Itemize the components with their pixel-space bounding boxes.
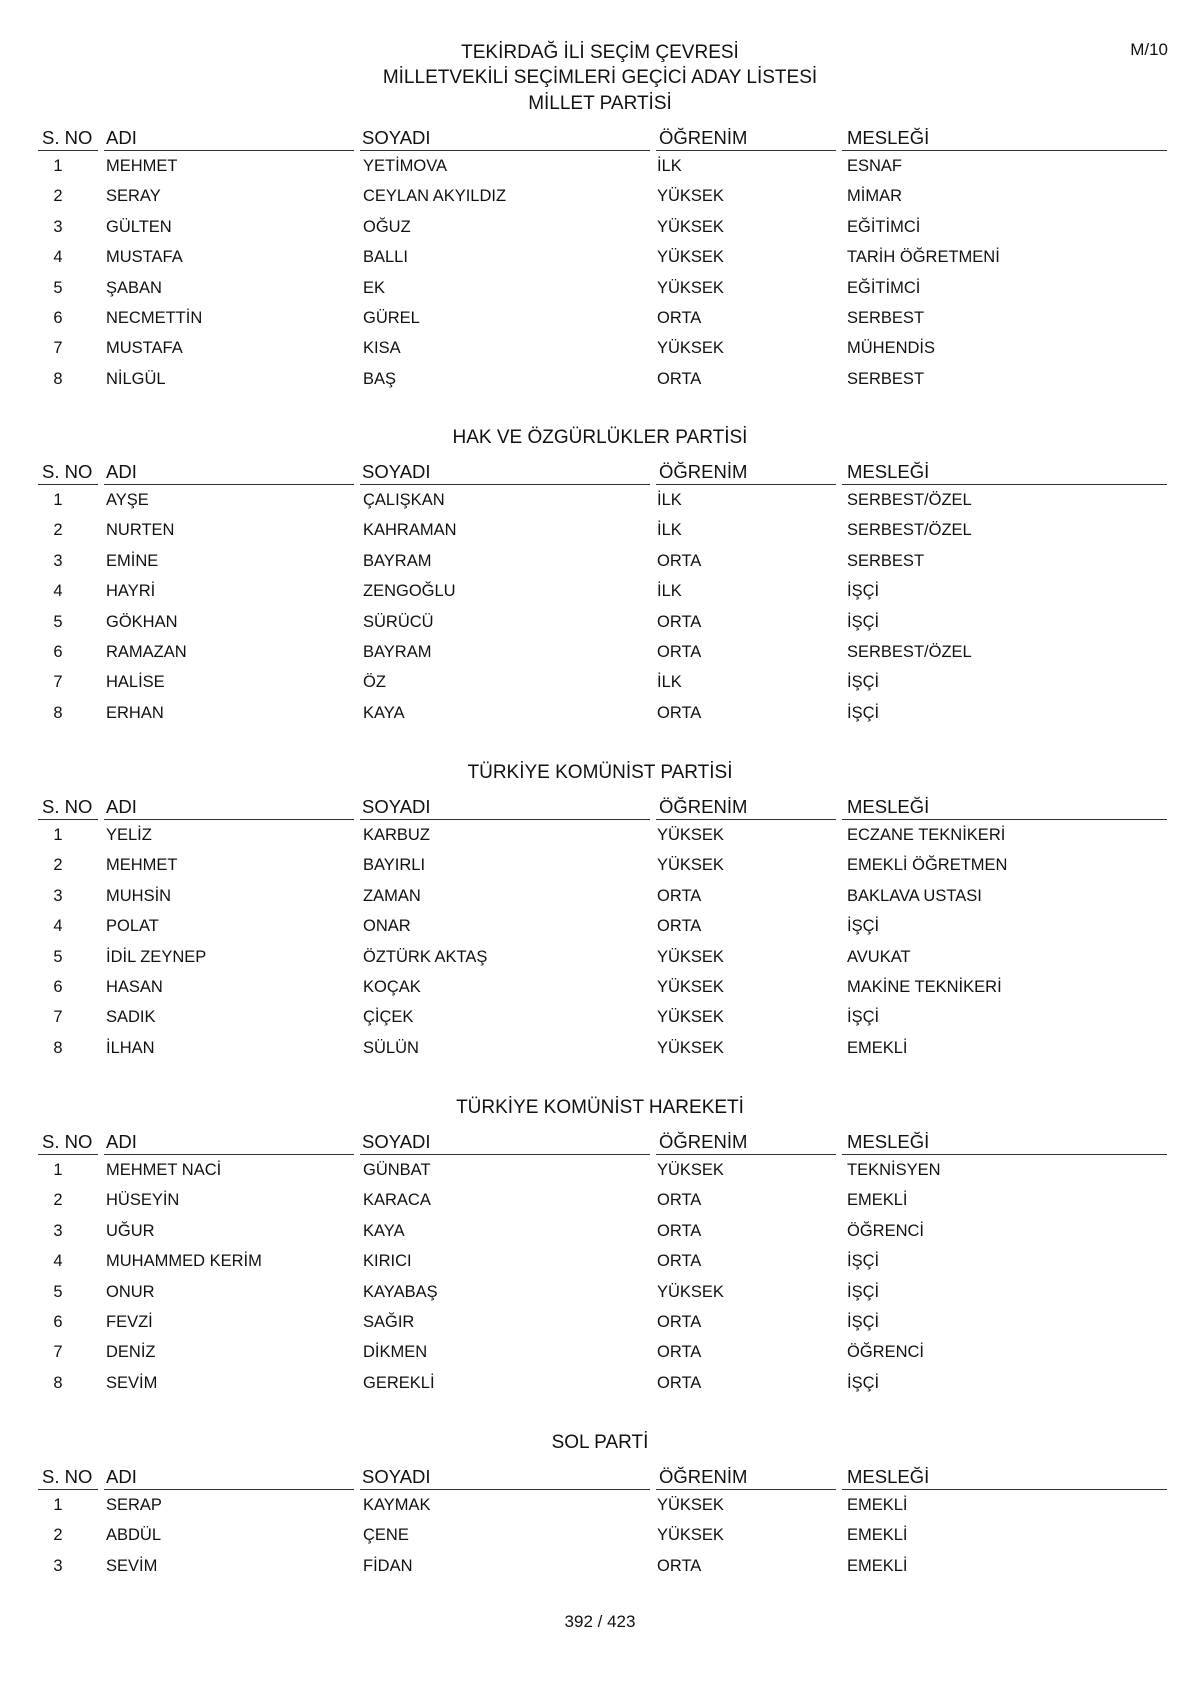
- candidate-meslegi: ESNAF: [847, 157, 903, 175]
- candidate-meslegi: ÖĞRENCİ: [847, 1221, 925, 1240]
- candidate-ogrenim: ORTA: [657, 886, 702, 905]
- candidate-adi: FEVZİ: [106, 1312, 153, 1331]
- column-header-adi: ADI: [106, 796, 137, 817]
- candidate-adi: SERAY: [106, 187, 161, 206]
- candidate-row: [0, 212, 1200, 242]
- candidate-row: [0, 667, 1200, 697]
- candidate-meslegi: TARİH ÖĞRETMENİ: [847, 248, 1000, 267]
- candidate-soyadi: ÇİÇEK: [363, 1008, 414, 1027]
- candidate-meslegi: EMEKLİ: [847, 1526, 908, 1545]
- candidate-row: [0, 546, 1200, 576]
- candidate-ogrenim: ORTA: [657, 551, 702, 570]
- candidate-adi: MEHMET: [106, 856, 178, 875]
- candidate-no: 4: [53, 248, 63, 267]
- candidate-no: 1: [53, 491, 63, 509]
- candidate-row: [0, 820, 1200, 850]
- candidate-ogrenim: ORTA: [657, 1252, 702, 1271]
- candidate-adi: MEHMET: [106, 157, 178, 175]
- column-header-adi: ADI: [106, 1131, 137, 1152]
- column-header-no: S. NO: [42, 1131, 93, 1152]
- candidate-row: [0, 303, 1200, 333]
- candidate-ogrenim: İLK: [657, 491, 682, 509]
- candidate-ogrenim: ORTA: [657, 1312, 702, 1331]
- candidate-meslegi: BAKLAVA USTASI: [847, 886, 982, 905]
- candidate-adi: NURTEN: [106, 521, 175, 540]
- column-header-soyadi: SOYADI: [362, 1466, 431, 1487]
- candidate-no: 7: [53, 1343, 63, 1362]
- candidate-ogrenim: İLK: [657, 521, 682, 540]
- party-section: [0, 1095, 1200, 1398]
- candidate-ogrenim: YÜKSEK: [657, 1038, 724, 1057]
- candidate-meslegi: İŞÇİ: [847, 1252, 880, 1271]
- column-header-no: S. NO: [42, 1466, 93, 1487]
- candidate-ogrenim: YÜKSEK: [657, 1008, 724, 1027]
- candidate-ogrenim: ORTA: [657, 1373, 702, 1392]
- candidate-adi: SEVİM: [106, 1556, 158, 1575]
- candidate-soyadi: BAYRAM: [363, 551, 432, 570]
- column-header-ogrenim: ÖĞRENİM: [659, 1466, 748, 1487]
- candidate-soyadi: GÜNBAT: [363, 1161, 431, 1179]
- candidate-soyadi: YETİMOVA: [363, 157, 448, 175]
- candidate-no: 7: [53, 339, 63, 358]
- candidate-row: [0, 1337, 1200, 1367]
- candidate-row: [0, 1216, 1200, 1246]
- candidate-soyadi: ÖZ: [363, 673, 386, 692]
- candidate-no: 6: [53, 308, 63, 327]
- candidate-soyadi: KAYABAŞ: [363, 1282, 438, 1301]
- candidate-soyadi: KAHRAMAN: [363, 521, 457, 540]
- column-header-meslegi: MESLEĞİ: [847, 1466, 930, 1487]
- candidate-row: [0, 881, 1200, 911]
- party-section: [0, 425, 1200, 728]
- candidate-row: [0, 698, 1200, 728]
- table-header: [0, 792, 1200, 820]
- candidate-soyadi: ONAR: [363, 917, 411, 936]
- candidate-no: 3: [53, 886, 63, 905]
- candidate-no: 5: [53, 947, 63, 966]
- candidate-ogrenim: ORTA: [657, 612, 702, 631]
- candidate-no: 7: [53, 1008, 63, 1027]
- candidate-ogrenim: YÜKSEK: [657, 187, 724, 206]
- candidate-row: [0, 242, 1200, 272]
- page-code: M/10: [1130, 40, 1168, 59]
- candidate-meslegi: SERBEST: [847, 308, 925, 327]
- candidate-no: 1: [53, 157, 63, 175]
- candidate-soyadi: GEREKLİ: [363, 1373, 435, 1392]
- column-header-ogrenim: ÖĞRENİM: [659, 1131, 748, 1152]
- candidate-meslegi: EMEKLİ: [847, 1556, 908, 1575]
- candidate-meslegi: MİMAR: [847, 187, 902, 206]
- candidate-no: 8: [53, 1373, 63, 1392]
- candidate-soyadi: KARACA: [363, 1191, 431, 1210]
- candidate-meslegi: İŞÇİ: [847, 1373, 880, 1392]
- candidate-soyadi: KAYA: [363, 1221, 405, 1240]
- candidate-row: [0, 1520, 1200, 1550]
- candidate-row: [0, 942, 1200, 972]
- column-header-meslegi: MESLEĞİ: [847, 1131, 930, 1152]
- candidate-adi: HALİSE: [106, 673, 165, 692]
- candidate-soyadi: KAYA: [363, 703, 405, 722]
- candidate-meslegi: SERBEST/ÖZEL: [847, 642, 972, 661]
- candidate-no: 4: [53, 582, 63, 601]
- column-header-soyadi: SOYADI: [362, 461, 431, 482]
- candidate-ogrenim: YÜKSEK: [657, 339, 724, 358]
- candidate-ogrenim: YÜKSEK: [657, 947, 724, 966]
- column-header-adi: ADI: [106, 127, 137, 148]
- candidate-ogrenim: İLK: [657, 673, 682, 692]
- column-header-adi: ADI: [106, 461, 137, 482]
- candidate-row: [0, 485, 1200, 515]
- column-header-meslegi: MESLEĞİ: [847, 796, 930, 817]
- candidate-row: [0, 607, 1200, 637]
- candidate-no: 5: [53, 612, 63, 631]
- column-header-no: S. NO: [42, 461, 93, 482]
- candidate-adi: NİLGÜL: [106, 369, 166, 388]
- candidate-row: [0, 151, 1200, 181]
- candidate-row: [0, 1246, 1200, 1276]
- candidate-meslegi: EĞİTİMCİ: [847, 217, 921, 236]
- candidate-ogrenim: YÜKSEK: [657, 826, 724, 844]
- candidate-row: [0, 1490, 1200, 1520]
- column-header-soyadi: SOYADI: [362, 1131, 431, 1152]
- candidate-row: [0, 273, 1200, 303]
- candidate-ogrenim: ORTA: [657, 917, 702, 936]
- candidate-soyadi: CEYLAN AKYILDIZ: [363, 187, 507, 206]
- candidate-adi: İLHAN: [106, 1038, 155, 1057]
- candidate-row: [0, 181, 1200, 211]
- candidate-meslegi: SERBEST/ÖZEL: [847, 491, 972, 509]
- candidate-ogrenim: İLK: [657, 157, 682, 175]
- candidate-soyadi: DİKMEN: [363, 1343, 428, 1362]
- column-header-meslegi: MESLEĞİ: [847, 127, 930, 148]
- candidate-no: 4: [53, 917, 63, 936]
- document-title: TEKİRDAĞ İLİ SEÇİM ÇEVRESİ: [461, 42, 739, 63]
- candidate-ogrenim: ORTA: [657, 1221, 702, 1240]
- candidate-no: 2: [53, 856, 63, 875]
- candidate-ogrenim: YÜKSEK: [657, 856, 724, 875]
- candidate-ogrenim: İLK: [657, 582, 682, 601]
- candidate-adi: ONUR: [106, 1282, 155, 1301]
- candidate-soyadi: BAŞ: [363, 369, 397, 388]
- column-header-meslegi: MESLEĞİ: [847, 461, 930, 482]
- candidate-adi: MUHSİN: [106, 886, 172, 905]
- candidate-adi: MEHMET NACİ: [106, 1161, 222, 1179]
- candidate-adi: SEVİM: [106, 1373, 158, 1392]
- candidate-row: [0, 1307, 1200, 1337]
- candidate-meslegi: İŞÇİ: [847, 917, 880, 936]
- candidate-soyadi: SÜLÜN: [363, 1038, 419, 1057]
- candidate-soyadi: ZENGOĞLU: [363, 582, 456, 601]
- candidate-adi: İDİL ZEYNEP: [106, 947, 207, 966]
- candidate-adi: RAMAZAN: [106, 642, 187, 661]
- candidate-meslegi: MÜHENDİS: [847, 339, 936, 358]
- candidate-meslegi: İŞÇİ: [847, 673, 880, 692]
- candidate-adi: POLAT: [106, 917, 159, 936]
- party-title: TÜRKİYE KOMÜNİST HAREKETİ: [456, 1097, 744, 1118]
- column-header-ogrenim: ÖĞRENİM: [659, 796, 748, 817]
- candidate-ogrenim: YÜKSEK: [657, 217, 724, 236]
- column-header-adi: ADI: [106, 1466, 137, 1487]
- table-header: [0, 123, 1200, 151]
- candidate-meslegi: SERBEST: [847, 551, 925, 570]
- party-section: [0, 760, 1200, 1063]
- column-header-soyadi: SOYADI: [362, 127, 431, 148]
- candidate-meslegi: AVUKAT: [847, 947, 911, 966]
- candidate-meslegi: İŞÇİ: [847, 582, 880, 601]
- candidate-adi: MUHAMMED KERİM: [106, 1252, 262, 1271]
- candidate-adi: GÜLTEN: [106, 217, 172, 236]
- candidate-adi: SADIK: [106, 1008, 156, 1027]
- candidate-meslegi: EMEKLİ: [847, 1191, 908, 1210]
- candidate-ogrenim: YÜKSEK: [657, 1282, 724, 1301]
- candidate-ogrenim: YÜKSEK: [657, 1161, 724, 1179]
- candidate-row: [0, 515, 1200, 545]
- candidate-soyadi: ZAMAN: [363, 886, 421, 905]
- candidate-no: 6: [53, 642, 63, 661]
- candidate-no: 6: [53, 1312, 63, 1331]
- page-number: 392 / 423: [564, 1612, 636, 1631]
- candidate-no: 3: [53, 1221, 63, 1240]
- candidate-row: [0, 1368, 1200, 1398]
- candidate-meslegi: EĞİTİMCİ: [847, 278, 921, 297]
- candidate-soyadi: ÇENE: [363, 1526, 409, 1545]
- candidate-soyadi: BALLI: [363, 248, 408, 267]
- candidate-soyadi: BAYIRLI: [363, 856, 426, 875]
- candidate-ogrenim: ORTA: [657, 642, 702, 661]
- candidate-soyadi: EK: [363, 278, 386, 297]
- candidate-ogrenim: ORTA: [657, 1191, 702, 1210]
- candidate-adi: EMİNE: [106, 551, 159, 570]
- candidate-adi: ERHAN: [106, 703, 164, 722]
- candidate-soyadi: SÜRÜCÜ: [363, 612, 434, 631]
- table-header: [0, 457, 1200, 485]
- candidate-adi: SERAP: [106, 1496, 162, 1514]
- candidate-ogrenim: ORTA: [657, 369, 702, 388]
- candidate-row: [0, 850, 1200, 880]
- candidate-row: [0, 1185, 1200, 1215]
- candidate-adi: MUSTAFA: [106, 248, 183, 267]
- candidate-no: 5: [53, 278, 63, 297]
- candidate-meslegi: İŞÇİ: [847, 1312, 880, 1331]
- candidate-no: 3: [53, 551, 63, 570]
- party-title: HAK VE ÖZGÜRLÜKLER PARTİSİ: [452, 427, 748, 448]
- candidate-no: 6: [53, 977, 63, 996]
- candidate-soyadi: KAYMAK: [363, 1496, 431, 1514]
- candidate-no: 2: [53, 521, 63, 540]
- candidate-adi: MUSTAFA: [106, 339, 183, 358]
- candidate-ogrenim: YÜKSEK: [657, 248, 724, 267]
- candidate-soyadi: FİDAN: [363, 1556, 413, 1575]
- candidate-meslegi: İŞÇİ: [847, 612, 880, 631]
- candidate-soyadi: KARBUZ: [363, 826, 430, 844]
- candidate-adi: UĞUR: [106, 1221, 155, 1240]
- candidate-row: [0, 1551, 1200, 1581]
- candidate-no: 3: [53, 1556, 63, 1575]
- candidate-ogrenim: YÜKSEK: [657, 1526, 724, 1545]
- table-header: [0, 1127, 1200, 1155]
- candidate-no: 1: [53, 1161, 63, 1179]
- candidate-soyadi: SAĞIR: [363, 1312, 415, 1331]
- column-header-soyadi: SOYADI: [362, 796, 431, 817]
- candidate-row: [0, 972, 1200, 1002]
- candidate-adi: NECMETTİN: [106, 308, 203, 327]
- candidate-ogrenim: ORTA: [657, 1556, 702, 1575]
- candidate-no: 2: [53, 187, 63, 206]
- party-section: [0, 91, 1200, 394]
- candidate-soyadi: ÖZTÜRK AKTAŞ: [363, 947, 488, 966]
- candidate-meslegi: EMEKLİ ÖĞRETMEN: [847, 856, 1008, 875]
- column-header-ogrenim: ÖĞRENİM: [659, 461, 748, 482]
- candidate-row: [0, 911, 1200, 941]
- candidate-adi: DENİZ: [106, 1343, 156, 1362]
- candidate-ogrenim: ORTA: [657, 703, 702, 722]
- candidate-meslegi: MAKİNE TEKNİKERİ: [847, 977, 1002, 996]
- table-header: [0, 1462, 1200, 1490]
- candidate-row: [0, 1155, 1200, 1185]
- candidate-ogrenim: ORTA: [657, 308, 702, 327]
- candidate-meslegi: EMEKLİ: [847, 1038, 908, 1057]
- party-section: [0, 1430, 1200, 1581]
- candidate-row: [0, 1033, 1200, 1063]
- candidate-no: 8: [53, 703, 63, 722]
- candidate-no: 2: [53, 1526, 63, 1545]
- column-header-no: S. NO: [42, 796, 93, 817]
- candidate-soyadi: GÜREL: [363, 308, 420, 327]
- candidate-meslegi: İŞÇİ: [847, 1282, 880, 1301]
- candidate-adi: ABDÜL: [106, 1526, 162, 1545]
- candidate-ogrenim: YÜKSEK: [657, 977, 724, 996]
- party-title: SOL PARTİ: [551, 1432, 649, 1453]
- party-title: MİLLET PARTİSİ: [528, 93, 672, 114]
- candidate-no: 7: [53, 673, 63, 692]
- candidate-meslegi: İŞÇİ: [847, 703, 880, 722]
- candidate-no: 5: [53, 1282, 63, 1301]
- candidate-no: 8: [53, 1038, 63, 1057]
- candidate-no: 4: [53, 1252, 63, 1271]
- candidate-ogrenim: YÜKSEK: [657, 1496, 724, 1514]
- candidate-meslegi: SERBEST: [847, 369, 925, 388]
- candidate-meslegi: TEKNİSYEN: [847, 1161, 941, 1179]
- candidate-meslegi: SERBEST/ÖZEL: [847, 521, 972, 540]
- column-header-ogrenim: ÖĞRENİM: [659, 127, 748, 148]
- candidate-adi: HASAN: [106, 977, 163, 996]
- document-subtitle: MİLLETVEKİLİ SEÇİMLERİ GEÇİCİ ADAY LİSTESİ: [382, 67, 818, 88]
- candidate-soyadi: KOÇAK: [363, 977, 421, 996]
- candidate-meslegi: EMEKLİ: [847, 1496, 908, 1514]
- candidate-soyadi: KIRICI: [363, 1252, 412, 1271]
- candidate-adi: HÜSEYİN: [106, 1191, 180, 1210]
- candidate-row: [0, 576, 1200, 606]
- candidate-soyadi: KISA: [363, 339, 401, 358]
- candidate-row: [0, 333, 1200, 363]
- party-title: TÜRKİYE KOMÜNİST PARTİSİ: [467, 762, 733, 783]
- candidate-meslegi: ÖĞRENCİ: [847, 1343, 925, 1362]
- candidate-adi: HAYRİ: [106, 582, 156, 601]
- candidate-ogrenim: YÜKSEK: [657, 278, 724, 297]
- candidate-no: 1: [53, 826, 63, 844]
- candidate-ogrenim: ORTA: [657, 1343, 702, 1362]
- candidate-row: [0, 637, 1200, 667]
- candidate-adi: AYŞE: [106, 491, 149, 509]
- candidate-no: 3: [53, 217, 63, 236]
- candidate-soyadi: ÇALIŞKAN: [363, 491, 445, 509]
- candidate-no: 8: [53, 369, 63, 388]
- candidate-no: 2: [53, 1191, 63, 1210]
- candidate-adi: ŞABAN: [106, 278, 162, 297]
- candidate-soyadi: OĞUZ: [363, 217, 411, 236]
- candidate-meslegi: İŞÇİ: [847, 1008, 880, 1027]
- column-header-no: S. NO: [42, 127, 93, 148]
- candidate-soyadi: BAYRAM: [363, 642, 432, 661]
- candidate-adi: YELİZ: [106, 826, 152, 844]
- candidate-row: [0, 1277, 1200, 1307]
- candidate-no: 1: [53, 1496, 63, 1514]
- candidate-row: [0, 364, 1200, 394]
- candidate-row: [0, 1002, 1200, 1032]
- candidate-adi: GÖKHAN: [106, 612, 178, 631]
- candidate-meslegi: ECZANE TEKNİKERİ: [847, 826, 1006, 844]
